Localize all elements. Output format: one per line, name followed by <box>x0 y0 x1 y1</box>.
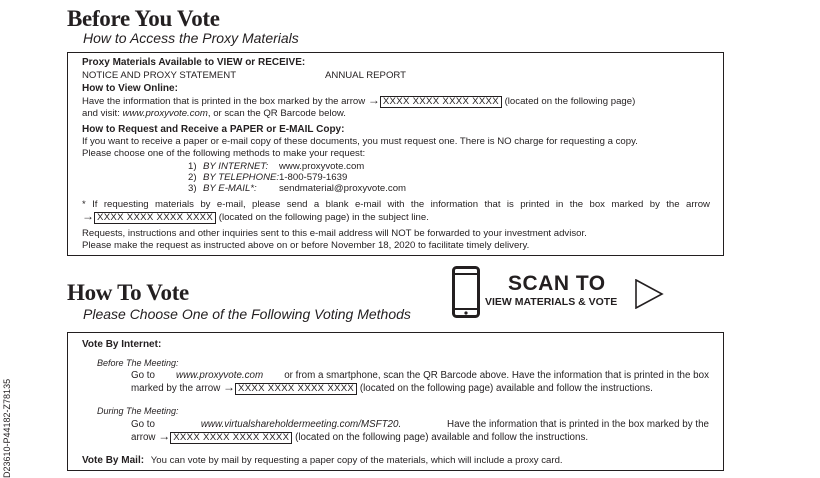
footnote-line1: * If requesting materials by e-mail, please send a blank e-mail with the information that is printed in the box marked by the arrow <box>82 199 710 210</box>
request-line1: If you want to receive a paper or e-mail copy of these documents, you must request one. There is NO charge for requesting a copy. <box>82 136 638 147</box>
arrow-icon: → <box>223 380 236 394</box>
deadline-note: Please make the request as instructed above on or before November 18, 2020 to facilitate timely delivery. <box>82 240 530 251</box>
vote-internet-heading: Vote By Internet: <box>82 339 162 350</box>
scan-title: SCAN TO <box>508 272 606 295</box>
control-number-box: XXXX XXXX XXXX XXXX <box>235 383 357 395</box>
document-code: D23610-P44182-Z78135 <box>2 378 12 478</box>
materials-heading: Proxy Materials Available to VIEW or RECEIVE: <box>82 57 306 68</box>
method-internet <box>188 161 364 172</box>
before-text: or from a smartphone, scan the QR Barcode above. Have the information that is printed in the box <box>284 370 709 381</box>
method-num: 1) <box>188 161 197 172</box>
vote-methods-box <box>67 332 724 471</box>
view-online-heading: How to View Online: <box>82 83 178 94</box>
vote-mail-line <box>82 455 563 466</box>
doc-notice: NOTICE AND PROXY STATEMENT <box>82 70 237 81</box>
request-line2: Please choose one of the following methods to make your request: <box>82 148 366 159</box>
request-heading: How to Request and Receive a PAPER or E-MAIL Copy: <box>82 124 345 135</box>
during-located: (located on the following page) available and follow the instructions. <box>295 432 589 443</box>
virtual-meeting-link[interactable]: www.virtualshareholdermeeting.com/MSFT20. <box>200 419 402 430</box>
doc-annual-report: ANNUAL REPORT <box>325 70 407 81</box>
arrow-icon: → <box>82 209 94 223</box>
arrow-icon: → <box>158 429 171 443</box>
method-num: 2) <box>188 172 197 183</box>
method-label: BY TELEPHONE: <box>203 172 280 183</box>
view-online-scan: , or scan the QR Barcode below. <box>207 108 346 119</box>
page-subtitle: How to Access the Proxy Materials <box>83 30 299 46</box>
before-located: (located on the following page) available and follow the instructions. <box>359 383 653 394</box>
vote-mail-heading: Vote By Mail: <box>82 455 145 466</box>
method-telephone <box>188 172 347 183</box>
during-text: Have the information that is printed in the box marked by the <box>447 419 709 430</box>
during-arrow-word: arrow <box>131 432 156 443</box>
during-line2 <box>131 431 588 444</box>
method-label: BY INTERNET: <box>203 161 269 172</box>
proxyvote-link[interactable]: www.proxyvote.com <box>122 108 208 119</box>
footnote-line2 <box>82 211 429 224</box>
method-label: BY E-MAIL*: <box>203 183 257 194</box>
vote-subtitle: Please Choose One of the Following Voting Methods <box>83 306 411 322</box>
method-value[interactable]: 1-800-579-1639 <box>279 172 348 183</box>
view-online-line2 <box>82 108 346 119</box>
before-meeting-label: Before The Meeting: <box>97 358 179 368</box>
view-online-visit: and visit: <box>82 108 120 119</box>
method-value[interactable]: sendmaterial@proxyvote.com <box>279 183 407 194</box>
requests-note: Requests, instructions and other inquiries sent to this e-mail address will NOT be forwarded to your investment advisor. <box>82 228 587 239</box>
scan-subtitle: VIEW MATERIALS & VOTE <box>485 296 618 308</box>
view-online-located: (located on the following page) <box>504 96 636 107</box>
view-online-line1 <box>82 95 635 108</box>
before-line2 <box>131 382 653 395</box>
method-value[interactable]: www.proxyvote.com <box>279 161 365 172</box>
page-title: Before You Vote <box>67 6 220 31</box>
before-goto: Go to <box>131 370 155 381</box>
proxyvote-link[interactable]: www.proxyvote.com <box>176 370 264 381</box>
vote-title: How To Vote <box>67 280 189 305</box>
control-number-box: XXXX XXXX XXXX XXXX <box>380 96 502 108</box>
control-number-box: XXXX XXXX XXXX XXXX <box>170 432 292 444</box>
method-email <box>188 183 406 194</box>
before-line1 <box>131 370 709 381</box>
before-marked: marked by the arrow <box>131 383 221 394</box>
view-online-text: Have the information that is printed in the box marked by the arrow <box>82 96 366 107</box>
method-num: 3) <box>188 183 197 194</box>
vote-mail-text: You can vote by mail by requesting a paper copy of the materials, which will include a proxy card. <box>150 455 563 466</box>
during-line1 <box>131 419 709 430</box>
control-number-box: XXXX XXXX XXXX XXXX <box>94 212 216 224</box>
during-goto: Go to <box>131 419 155 430</box>
footnote-located: (located on the following page) in the subject line. <box>218 212 429 223</box>
play-arrow-icon <box>634 279 664 309</box>
smartphone-icon <box>452 266 480 318</box>
during-meeting-label: During The Meeting: <box>97 406 179 416</box>
arrow-icon: → <box>367 93 380 107</box>
